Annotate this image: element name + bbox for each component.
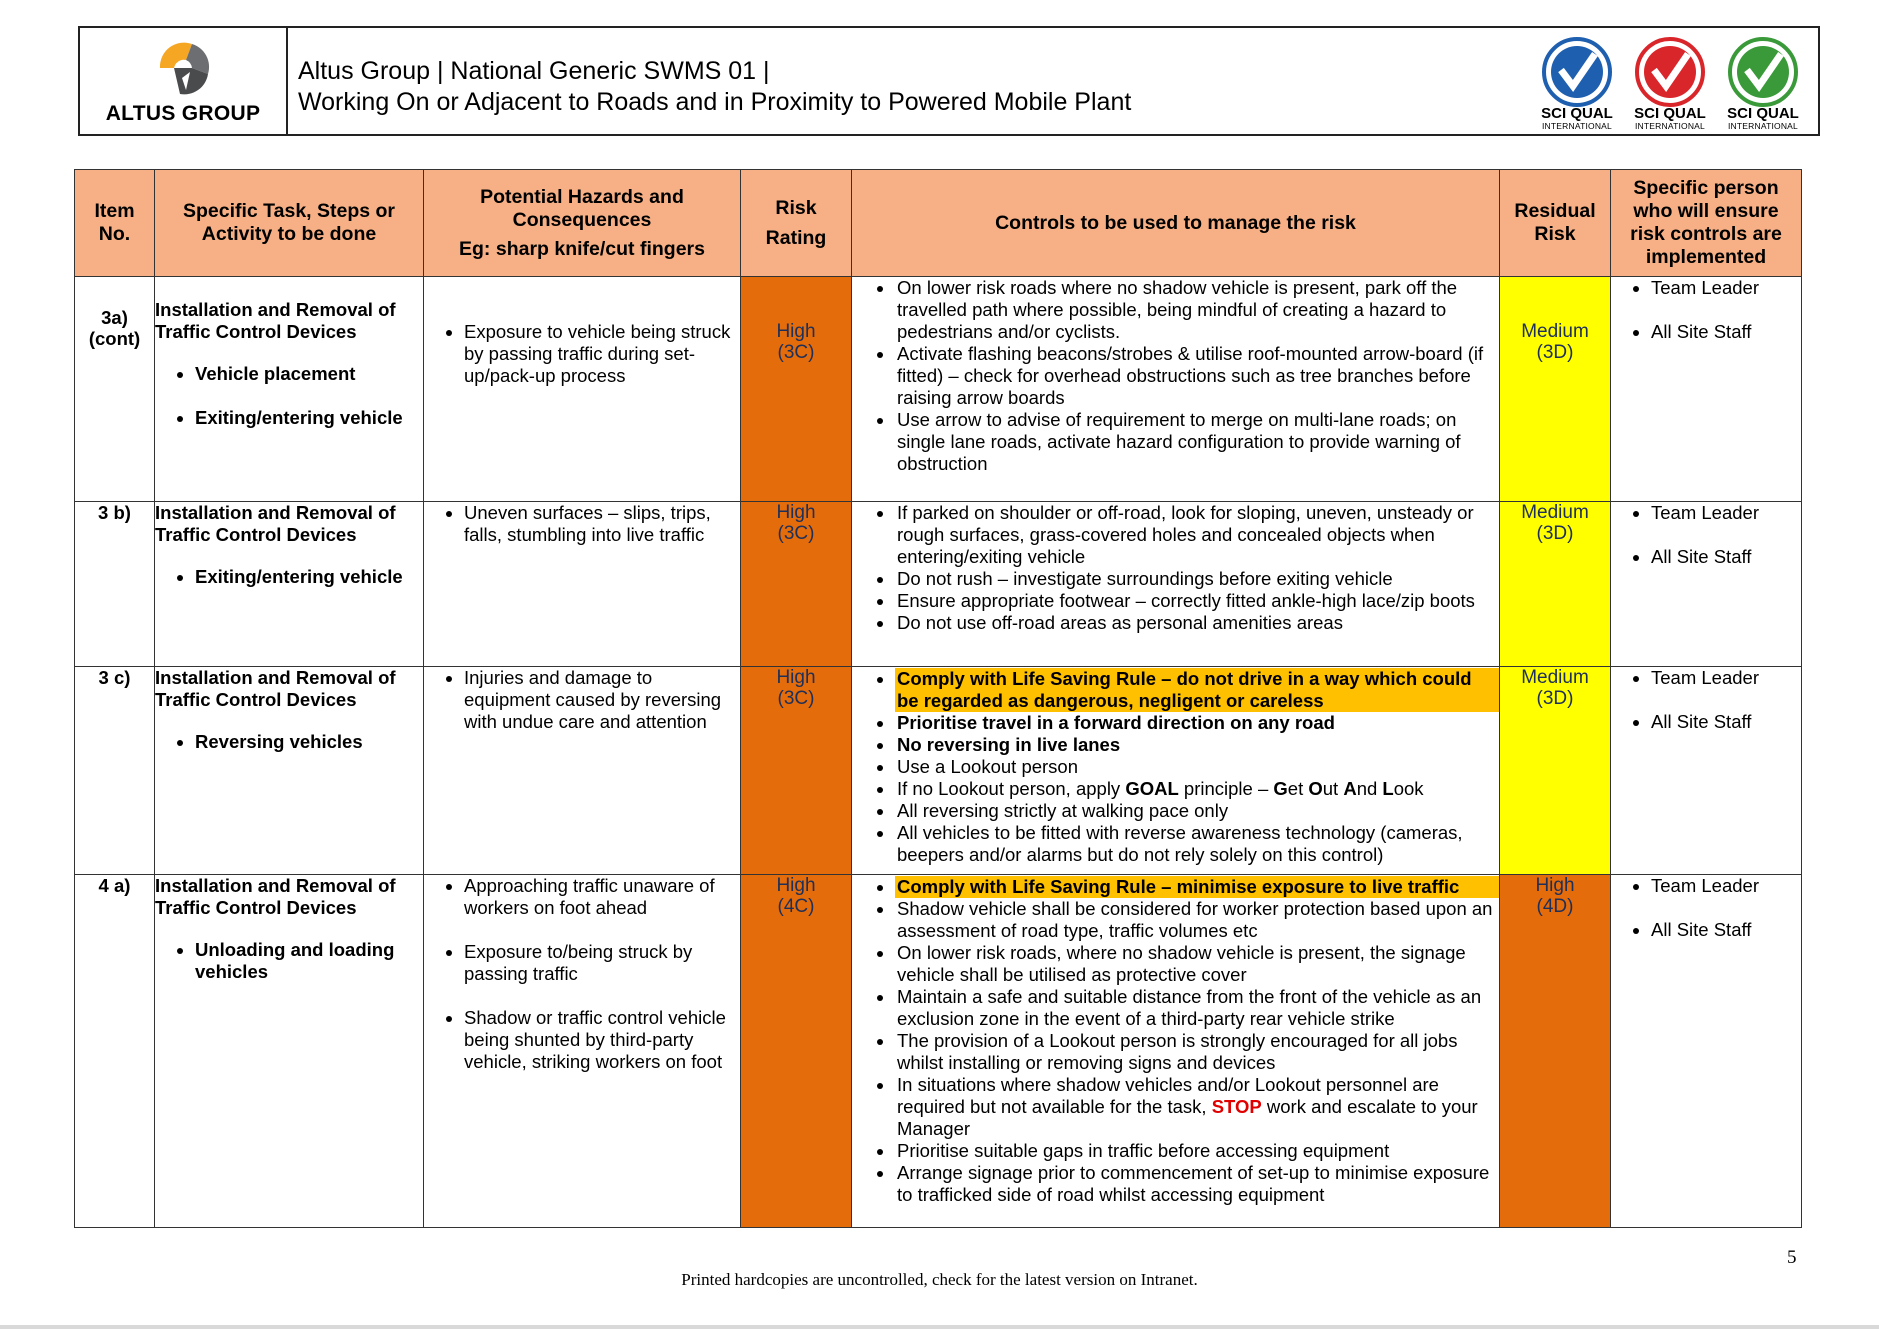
cert-name: SCI QUAL	[1541, 105, 1613, 122]
item-no: 4 a)	[75, 875, 155, 1228]
control-item-goal	[895, 778, 1499, 800]
cert-badge	[1532, 36, 1622, 132]
swms-table	[74, 169, 1802, 1228]
hazards-header-example: Eg: sharp knife/cut fingers	[459, 237, 705, 260]
hazards-cell	[424, 502, 741, 667]
control-item: • Arrange signage prior to commencement of set-up to minimise exposure to trafficked side of road whilst accessing equipment	[895, 1162, 1499, 1206]
cert-sub: INTERNATIONAL	[1728, 121, 1798, 131]
control-item: • Prioritise suitable gaps in traffic before accessing equipment	[895, 1140, 1499, 1162]
task-step: • Vehicle placement	[195, 363, 423, 385]
task-step: • Exiting/entering vehicle	[195, 566, 423, 588]
person-item: • All Site Staff	[1651, 546, 1801, 568]
col-header-task: Specific Task, Steps or Activity to be done	[155, 170, 424, 277]
table-row	[75, 875, 1802, 1228]
task-step: • Exiting/entering vehicle	[195, 407, 423, 429]
control-item: • All vehicles to be fitted with reverse awareness technology (cameras, beepers and/or alarms but do not rely solely on this control)	[895, 822, 1499, 866]
goal-part: ook	[1393, 778, 1424, 799]
control-item: • Shadow vehicle shall be considered for worker protection based upon an assessment of road type, traffic volumes etc	[895, 898, 1499, 942]
task-title: Installation and Removal of Traffic Control Devices	[155, 875, 396, 918]
goal-letter: A	[1343, 778, 1357, 799]
cert-name: SCI QUAL	[1727, 105, 1799, 122]
goal-letter: G	[1273, 778, 1288, 799]
goal-part: nd	[1356, 778, 1383, 799]
altus-logo-icon	[152, 38, 216, 98]
hazards-cell	[424, 277, 741, 502]
control-item: • Maintain a safe and suitable distance from the front of the vehicle as an exclusion zone in the event of a third-party rear vehicle strike	[895, 986, 1499, 1030]
residual-risk: Medium (3D)	[1500, 667, 1611, 875]
person-item: • All Site Staff	[1651, 919, 1801, 941]
page-number: 5	[1787, 1247, 1797, 1268]
stop-word: STOP	[1211, 1096, 1262, 1117]
task-title: Installation and Removal of Traffic Control Devices	[155, 667, 396, 710]
hazard-item: • Shadow or traffic control vehicle being shunted by third-party vehicle, striking workers on foot	[464, 1007, 740, 1073]
controls-cell	[852, 502, 1500, 667]
person-item: • Team Leader	[1651, 875, 1801, 897]
control-item-life-saving-rule: • Comply with Life Saving Rule – do not drive in a way which could be regarded as dangerous, negligent or careless	[895, 668, 1499, 712]
footer-note: Printed hardcopies are uncontrolled, check for the latest version on Intranet.	[681, 1270, 1198, 1289]
certification-seal-icon	[1628, 36, 1712, 108]
goal-pre: If no Lookout person, apply	[897, 778, 1126, 799]
cert-badge	[1718, 36, 1808, 132]
document-title	[298, 56, 1131, 118]
hazard-item: • Exposure to vehicle being struck by passing traffic during set-up/pack-up process	[464, 321, 740, 387]
task-step: • Unloading and loading vehicles	[195, 939, 423, 983]
table-row	[75, 667, 1802, 875]
risk-rating: High (4C)	[741, 875, 852, 1228]
certification-seal-icon	[1535, 36, 1619, 108]
item-no: 3a) (cont)	[75, 277, 155, 502]
hazards-header-title: Potential Hazards and Consequences	[480, 185, 684, 231]
cert-name: SCI QUAL	[1634, 105, 1706, 122]
page-bottom-edge	[0, 1325, 1879, 1329]
control-item: • Activate flashing beacons/strobes & utilise roof-mounted arrow-board (if fitted) – check for overhead obstructions such as tree branches before raising arrow boards	[895, 343, 1499, 409]
table-header-row	[75, 170, 1802, 277]
person-item: • Team Leader	[1651, 502, 1801, 524]
task-title: Installation and Removal of Traffic Control Devices	[155, 502, 396, 545]
goal-part: ut	[1322, 778, 1344, 799]
control-item: • No reversing in live lanes	[895, 734, 1499, 756]
col-header-person: Specific person who will ensure risk controls are implemented	[1611, 170, 1802, 277]
cert-badge	[1625, 36, 1715, 132]
title-line-1: Altus Group | National Generic SWMS 01 |	[298, 57, 770, 85]
goal-part: et	[1287, 778, 1309, 799]
person-cell	[1611, 277, 1802, 502]
residual-risk: Medium (3D)	[1500, 277, 1611, 502]
stop-post: work and escalate to your Manager	[897, 1096, 1478, 1139]
control-item: • If parked on shoulder or off-road, look for sloping, uneven, unsteady or rough surfaces, grass-covered holes and concealed objects when entering/exiting vehicle	[895, 502, 1499, 568]
controls-cell	[852, 667, 1500, 875]
certification-badges	[1532, 36, 1812, 132]
control-item: • Do not use off-road areas as personal amenities areas	[895, 612, 1499, 634]
control-item: • Use arrow to advise of requirement to merge on multi-lane roads; on single lane roads, activate hazard configuration to provide warning of obstruction	[895, 409, 1499, 475]
residual-risk: Medium (3D)	[1500, 502, 1611, 667]
certification-seal-icon	[1721, 36, 1805, 108]
document-header	[78, 26, 1820, 136]
hazards-cell	[424, 875, 741, 1228]
controls-cell	[852, 277, 1500, 502]
title-line-2: Working On or Adjacent to Roads and in Proximity to Powered Mobile Plant	[298, 88, 1132, 116]
control-item-life-saving-rule: • Comply with Life Saving Rule – minimise exposure to live traffic	[895, 876, 1499, 898]
item-no: 3 b)	[75, 502, 155, 667]
logo-text: ALTUS GROUP	[105, 102, 261, 125]
goal-letter: O	[1308, 778, 1323, 799]
col-header-hazards	[424, 170, 741, 277]
hazard-item: • Approaching traffic unaware of workers on foot ahead	[464, 875, 740, 919]
col-header-item: Item No.	[75, 170, 155, 277]
person-item: • Team Leader	[1651, 667, 1801, 689]
col-header-residual: Residual Risk	[1500, 170, 1611, 277]
stop-pre: In situations where shadow vehicles and/or Lookout personnel are required but not available for the task,	[897, 1074, 1439, 1117]
controls-cell	[852, 875, 1500, 1228]
control-item-stop	[895, 1074, 1499, 1140]
col-header-risk: Risk Rating	[741, 170, 852, 277]
hazard-item: • Injuries and damage to equipment caused by reversing with undue care and attention	[464, 667, 740, 733]
task-cell	[155, 502, 424, 667]
item-no: 3 c)	[75, 667, 155, 875]
task-cell	[155, 875, 424, 1228]
risk-rating: High (3C)	[741, 667, 852, 875]
residual-risk: High (4D)	[1500, 875, 1611, 1228]
goal-word: GOAL	[1125, 778, 1179, 799]
person-item: • All Site Staff	[1651, 711, 1801, 733]
task-cell	[155, 667, 424, 875]
person-item: • All Site Staff	[1651, 321, 1801, 343]
hazards-cell	[424, 667, 741, 875]
control-item: • All reversing strictly at walking pace only	[895, 800, 1499, 822]
person-item: • Team Leader	[1651, 277, 1801, 299]
control-item: • Prioritise travel in a forward direction on any road	[895, 712, 1499, 734]
table-row	[75, 277, 1802, 502]
control-item: • Ensure appropriate footwear – correctly fitted ankle-high lace/zip boots	[895, 590, 1499, 612]
risk-rating: High (3C)	[741, 277, 852, 502]
goal-letter: L	[1382, 778, 1394, 799]
person-cell	[1611, 667, 1802, 875]
col-header-controls: Controls to be used to manage the risk	[852, 170, 1500, 277]
goal-mid: principle –	[1178, 778, 1274, 799]
person-cell	[1611, 875, 1802, 1228]
hazard-item: • Exposure to/being struck by passing traffic	[464, 941, 740, 985]
task-step: • Reversing vehicles	[195, 731, 423, 753]
control-item: • Use a Lookout person	[895, 756, 1499, 778]
hazard-item: • Uneven surfaces – slips, trips, falls, stumbling into live traffic	[464, 502, 740, 546]
control-item: • Do not rush – investigate surroundings before exiting vehicle	[895, 568, 1499, 590]
task-cell	[155, 277, 424, 502]
cert-sub: INTERNATIONAL	[1635, 121, 1705, 131]
risk-rating: High (3C)	[741, 502, 852, 667]
altus-logo	[80, 28, 288, 134]
control-item: • On lower risk roads, where no shadow vehicle is present, the signage vehicle shall be utilised as protective cover	[895, 942, 1499, 986]
cert-sub: INTERNATIONAL	[1542, 121, 1612, 131]
person-cell	[1611, 502, 1802, 667]
table-row	[75, 502, 1802, 667]
control-item: • On lower risk roads where no shadow vehicle is present, park off the travelled path where possible, being mindful of creating a hazard to pedestrians and/or cyclists.	[895, 277, 1499, 343]
task-title: Installation and Removal of Traffic Control Devices	[155, 299, 396, 342]
control-item: • The provision of a Lookout person is strongly encouraged for all jobs whilst installing or removing signs and devices	[895, 1030, 1499, 1074]
